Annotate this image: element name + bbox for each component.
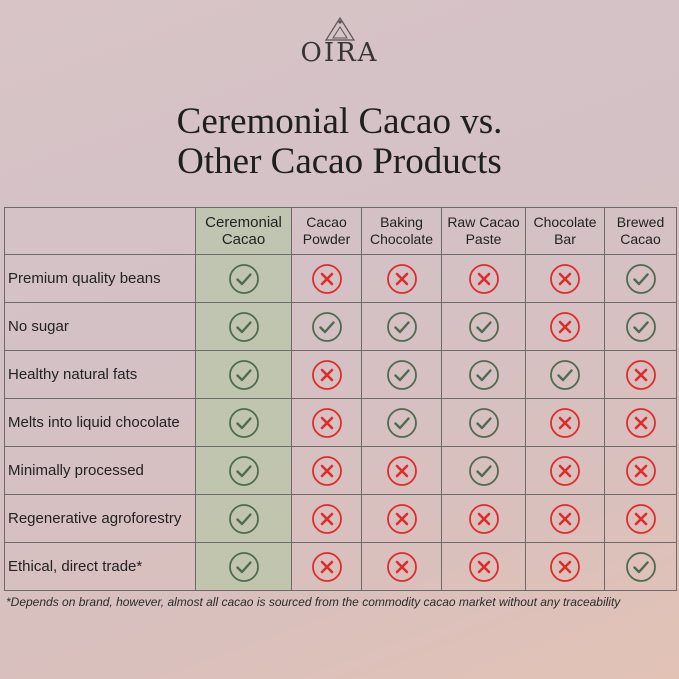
column-header xyxy=(442,208,526,255)
check-circle-icon xyxy=(311,311,343,343)
table-cell xyxy=(362,543,442,591)
table-cell xyxy=(526,303,605,351)
check-circle-icon xyxy=(228,263,260,295)
check-circle-icon xyxy=(386,311,418,343)
table-cell xyxy=(442,543,526,591)
table-cell xyxy=(196,351,292,399)
column-header-line2: Cacao xyxy=(221,231,266,248)
x-circle-icon xyxy=(311,551,343,583)
table-row xyxy=(5,543,677,591)
table-cell xyxy=(362,495,442,543)
x-circle-icon xyxy=(468,263,500,295)
column-header-line1: Raw Cacao xyxy=(447,214,520,230)
check-circle-icon xyxy=(228,407,260,439)
table-cell xyxy=(605,303,677,351)
row-label: Healthy natural fats xyxy=(5,351,196,399)
table-cell xyxy=(605,447,677,495)
table-body xyxy=(5,255,677,591)
column-header xyxy=(196,208,292,255)
page-title xyxy=(0,102,679,182)
table-cell xyxy=(292,543,362,591)
x-circle-icon xyxy=(549,455,581,487)
table-cell xyxy=(605,543,677,591)
check-circle-icon xyxy=(468,311,500,343)
table-row xyxy=(5,447,677,495)
x-circle-icon xyxy=(311,503,343,535)
x-circle-icon xyxy=(386,263,418,295)
table-row xyxy=(5,495,677,543)
check-circle-icon xyxy=(228,359,260,391)
table-cell xyxy=(362,255,442,303)
table-cell xyxy=(362,351,442,399)
row-label: Melts into liquid chocolate xyxy=(5,399,196,447)
table-cell xyxy=(442,495,526,543)
x-circle-icon xyxy=(625,359,657,391)
table-cell xyxy=(605,255,677,303)
header-row xyxy=(5,208,677,255)
check-circle-icon xyxy=(228,455,260,487)
table-cell xyxy=(292,399,362,447)
row-label: Minimally processed xyxy=(5,447,196,495)
table-row xyxy=(5,303,677,351)
x-circle-icon xyxy=(386,503,418,535)
check-circle-icon xyxy=(625,311,657,343)
table-cell xyxy=(442,255,526,303)
x-circle-icon xyxy=(311,359,343,391)
column-header-line2: Chocolate xyxy=(369,231,434,247)
check-circle-icon xyxy=(228,551,260,583)
title-line-2: Other Cacao Products xyxy=(177,141,502,182)
column-header xyxy=(605,208,677,255)
table-cell xyxy=(442,351,526,399)
column-header xyxy=(362,208,442,255)
column-header-line2: Powder xyxy=(302,231,351,247)
check-circle-icon xyxy=(549,359,581,391)
x-circle-icon xyxy=(468,503,500,535)
table-cell xyxy=(442,303,526,351)
table-cell xyxy=(362,447,442,495)
x-circle-icon xyxy=(386,455,418,487)
table-cell xyxy=(292,351,362,399)
table-row xyxy=(5,255,677,303)
column-header xyxy=(526,208,605,255)
check-circle-icon xyxy=(468,407,500,439)
table-cell xyxy=(292,255,362,303)
x-circle-icon xyxy=(549,263,581,295)
x-circle-icon xyxy=(311,263,343,295)
check-circle-icon xyxy=(386,407,418,439)
footnote: *Depends on brand, however, almost all cacao is sourced from the commodity cacao market without any traceability xyxy=(6,595,621,609)
table-cell xyxy=(442,399,526,447)
column-header-line1: Baking xyxy=(380,214,423,230)
table-cell xyxy=(292,495,362,543)
check-circle-icon xyxy=(228,503,260,535)
x-circle-icon xyxy=(549,407,581,439)
column-header-line2: Paste xyxy=(465,231,502,247)
table-cell xyxy=(362,303,442,351)
table-cell xyxy=(605,495,677,543)
column-header-line2: Cacao xyxy=(620,231,661,247)
row-label: Ethical, direct trade* xyxy=(5,543,196,591)
row-label: No sugar xyxy=(5,303,196,351)
table-cell xyxy=(526,399,605,447)
check-circle-icon xyxy=(386,359,418,391)
x-circle-icon xyxy=(549,551,581,583)
header-corner xyxy=(5,208,196,255)
x-circle-icon xyxy=(625,455,657,487)
table-cell xyxy=(442,447,526,495)
table-cell xyxy=(196,303,292,351)
comparison-table xyxy=(4,207,677,591)
x-circle-icon xyxy=(549,311,581,343)
check-circle-icon xyxy=(468,455,500,487)
column-header-line1: Cacao xyxy=(306,214,347,230)
table-cell xyxy=(526,255,605,303)
column-header xyxy=(292,208,362,255)
x-circle-icon xyxy=(549,503,581,535)
x-circle-icon xyxy=(625,503,657,535)
logo-text: OIRA xyxy=(300,38,379,68)
table-cell xyxy=(526,543,605,591)
table-cell xyxy=(196,447,292,495)
column-header-line1: Brewed xyxy=(616,214,665,230)
column-header-line1: Ceremonial xyxy=(205,214,282,231)
table-cell xyxy=(196,399,292,447)
x-circle-icon xyxy=(386,551,418,583)
check-circle-icon xyxy=(228,311,260,343)
column-header-line1: Chocolate xyxy=(533,214,597,230)
table-cell xyxy=(605,399,677,447)
table-cell xyxy=(526,447,605,495)
x-circle-icon xyxy=(311,407,343,439)
table-cell xyxy=(292,447,362,495)
row-label: Regenerative agroforestry xyxy=(5,495,196,543)
title-line-1: Ceremonial Cacao vs. xyxy=(176,101,503,142)
x-circle-icon xyxy=(625,407,657,439)
table-cell xyxy=(196,255,292,303)
table-cell xyxy=(196,495,292,543)
check-circle-icon xyxy=(625,263,657,295)
table-cell xyxy=(526,351,605,399)
table-cell xyxy=(292,303,362,351)
check-circle-icon xyxy=(468,359,500,391)
table-cell xyxy=(526,495,605,543)
column-header-line2: Bar xyxy=(554,231,576,247)
brand-logo xyxy=(0,16,679,68)
x-circle-icon xyxy=(468,551,500,583)
table-cell xyxy=(196,543,292,591)
table-row xyxy=(5,351,677,399)
check-circle-icon xyxy=(625,551,657,583)
row-label: Premium quality beans xyxy=(5,255,196,303)
table-cell xyxy=(362,399,442,447)
table-row xyxy=(5,399,677,447)
table-cell xyxy=(605,351,677,399)
x-circle-icon xyxy=(311,455,343,487)
